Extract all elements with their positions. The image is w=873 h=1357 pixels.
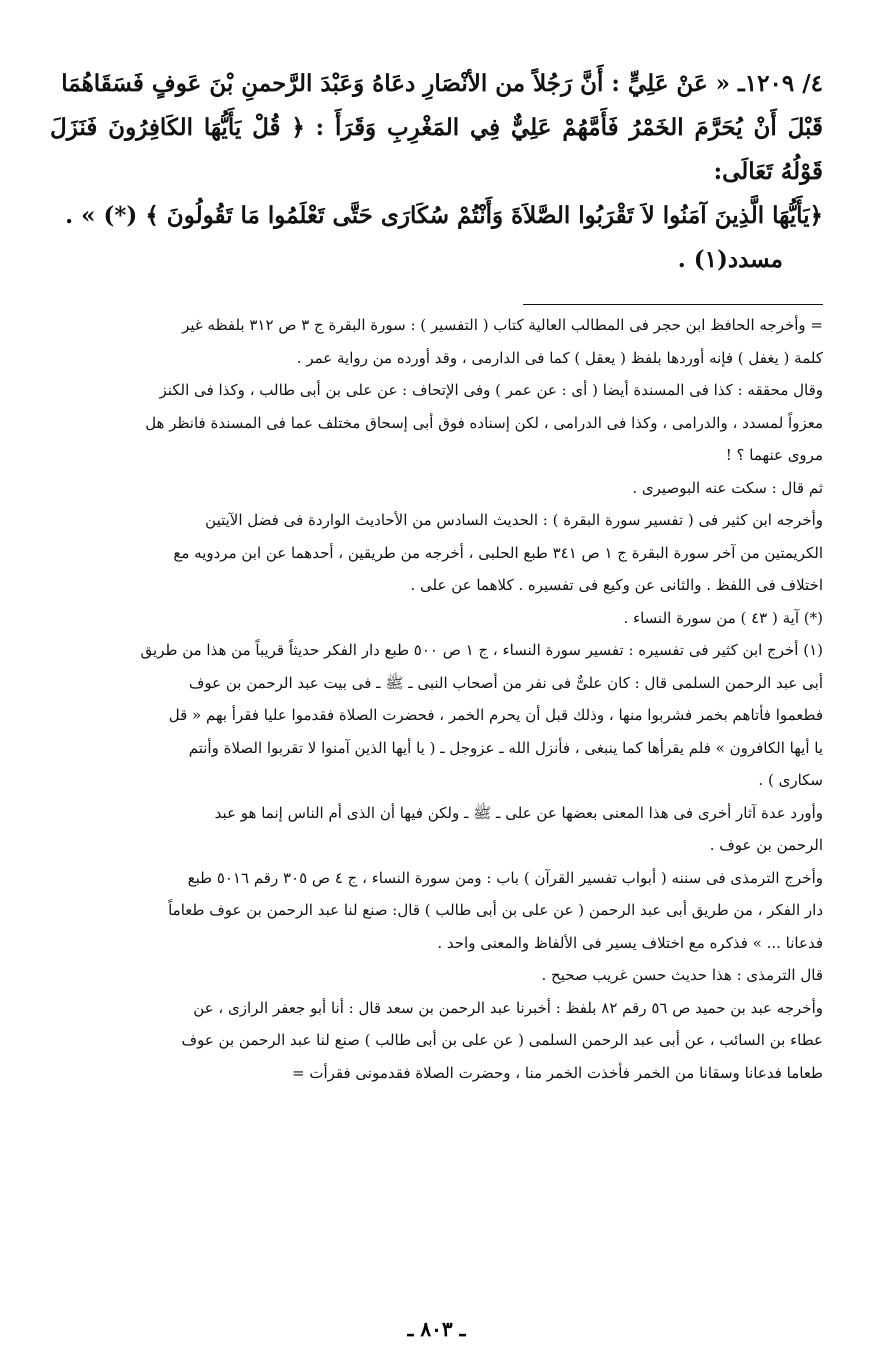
hadith-line: ﴿يَأَيُّهَا الَّذِينَ آمَنُوا لاَ تَقْرَبُوا الصَّلاَةَ وَأَنْتُمْ سُكَارَى حَتَّى تَعْلَمُوا مَا تَقُولُونَ ﴾ (*) » .	[65, 202, 823, 229]
footnote-line: فطعموا فأتاهم بخمر فشربوا منها ، وذلك قبل أن يحرم الخمر ، فحضرت الصلاة فقدموا عليا فقرأ بهم « قل	[168, 706, 823, 724]
footnote-line: وأورد عدة آثار أخرى فى هذا المعنى بعضها عن على ـ ﷺ ـ ولكن فيها أن الذى أم الناس إنما هو عبد	[214, 803, 823, 822]
footnote-line: اختلاف فى اللفظ . والثانى عن وكيع فى تفسيره . كلاهما عن على .	[410, 576, 823, 594]
footnote-line: (*) آية ( ٤٣ ) من سورة النساء .	[623, 608, 823, 627]
footnote-line: عطاء بن السائب ، عن أبى عبد الرحمن السلمى ( عن على بن أبى طالب ) صنع لنا عبد الرحمن بن عوف	[181, 1031, 823, 1049]
footnote-line: وأخرجه عبد بن حميد ص ٥٦ رقم ٨٢ بلفظ : أخبرنا عبد الرحمن بن سعد قال : أنا أبو جعفر الرازى ، عن	[193, 998, 823, 1017]
footnote-line: مروى عنهما ؟ !	[725, 446, 823, 464]
footnote-line: سكارى ) .	[758, 771, 823, 789]
hadith-line: قَبْلَ أَنْ يُحَرَّمَ الخَمْرُ فَأَمَّهُمْ عَلِيٌّ فِي المَغْرِبِ وَقَرَأَ : ﴿ قُلْ يَأَيُّهَا الكَافِرُونَ فَنَزَلَ قَوْلُهُ تَعَالَى:	[50, 114, 823, 185]
footnote-line: دار الفكر ، من طريق أبى عبد الرحمن ( عن على بن أبى طالب ) قال: صنع لنا عبد الرحمن بن عوف طعاماً	[168, 901, 823, 919]
footnote-line: الكريمتين من آخر سورة البقرة ج ١ ص ٣٤١ طبع الحلبى ، أخرجه من طريقين ، أحدهما عن ابن مردويه مع	[173, 543, 823, 562]
page-number: ـ ٨٠٣ ـ	[407, 1317, 466, 1341]
footnote-line: طعاما فدعانا وسقانا من الخمر فأخذت الخمر منا ، وحضرت الصلاة فقدمونى فقرأت =	[292, 1063, 823, 1082]
footnote-line: الرحمن بن عوف .	[709, 836, 823, 854]
hadith-line: ٤/ ١٢٠٩ـ « عَنْ عَلِيٍّ : أَنَّ رَجُلاً من الأنْصَارِ دعَاهُ وَعَبْدَ الرَّحمنِ بْنَ عَوفٍ فَسَقَاهُمَا	[61, 70, 823, 97]
footnote-line: = وأخرجه الحافظ ابن حجر فى المطالب العالية كتاب ( التفسير ) : سورة البقرة ج ٣ ص ٣١٢ بلفظه غير	[182, 316, 823, 334]
footnote-line: ثم قال : سكت عنه البوصيرى .	[632, 478, 823, 497]
footnote-line: (١) أخرج ابن كثير فى تفسيره : تفسير سورة النساء ، ج ١ ص ٥٠٠ طبع دار الفكر حديثاً قريباً من هذا من طريق	[140, 641, 823, 659]
footnote-line: وأخرج الترمذى فى سننه ( أبواب تفسير القرآن ) باب : ومن سورة النساء ، ج ٤ ص ٣٠٥ رقم ٥٠١٦ طبع	[187, 868, 823, 887]
footnote-line: وقال محققه : كذا فى المسندة أيضا ( أى : عن عمر ) وفى الإتحاف : عن على بن أبى طالب ، وكذا فى الكنز	[159, 381, 823, 399]
footnote-line: أبى عبد الرحمن السلمى قال : كان علىٌّ فى نفر من أصحاب النبى ـ ﷺ ـ فى بيت عبد الرحمن بن عوف	[188, 673, 823, 692]
footnotes	[50, 309, 823, 1089]
hadith-text	[50, 62, 823, 282]
footnote-line: قال الترمذى : هذا حديث حسن غريب صحيح .	[541, 966, 823, 984]
footnote-divider	[523, 304, 823, 305]
footnote-line: وأخرجه ابن كثير فى ( تفسير سورة البقرة ) : الحديث السادس من الأحاديث الواردة فى فضل الآيتين	[205, 511, 823, 529]
footnote-line: فدعانا ... » فذكره مع اختلاف يسير فى الألفاظ والمعنى واحد .	[437, 933, 823, 952]
footnote-line: كلمة ( يغفل ) فإنه أوردها بلفظ ( يعقل ) كما فى الدارمى ، وقد أورده من رواية عمر .	[296, 348, 823, 367]
footnote-line: معزواً لمسدد ، والدرامى ، وكذا فى الدرامى ، لكن إسناده فوق أبى إسحاق مختلف عما فى المسندة فانظر هل	[145, 413, 823, 432]
footnote-line: يا أيها الكافرون » فلم يقرأها كما ينبغى ، فأنزل الله ـ عزوجل ـ ( يا أيها الذين آمنوا لا تقربوا الصلاة وأنتم	[188, 738, 823, 757]
hadith-source: مسدد(١) .	[677, 246, 783, 273]
